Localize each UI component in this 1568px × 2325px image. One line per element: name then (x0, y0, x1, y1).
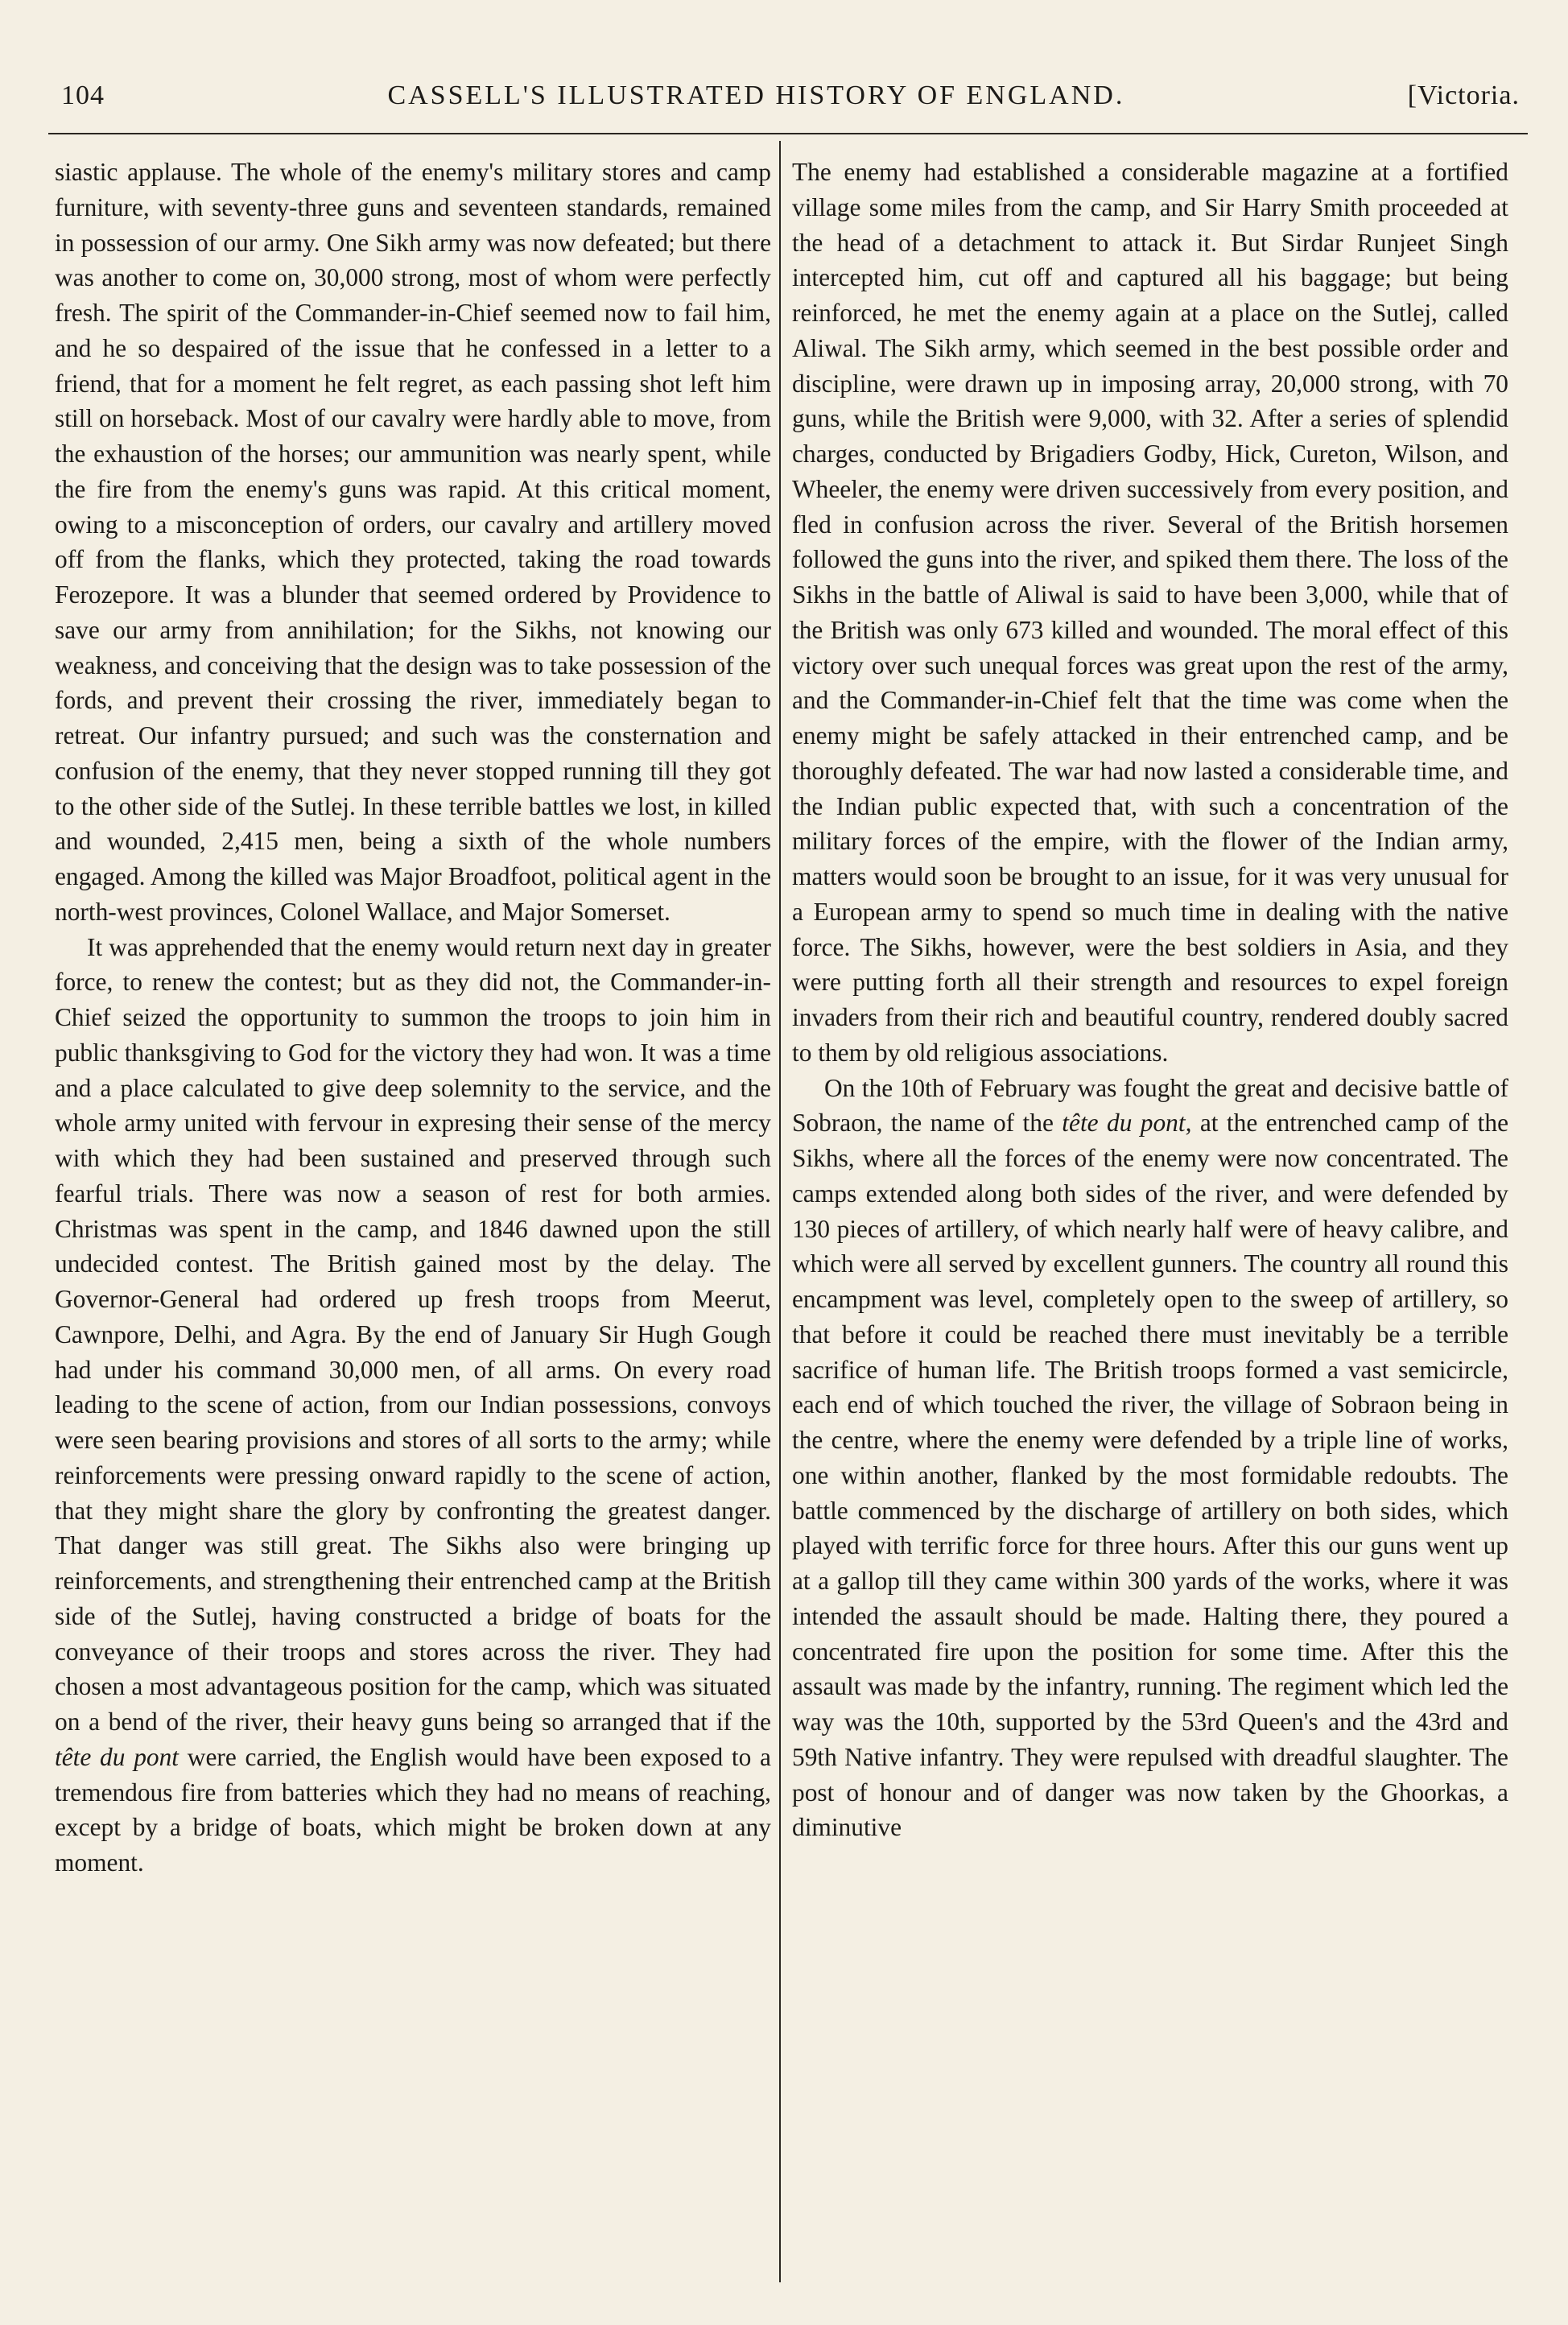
right-paragraph-2-tail: at the entrenched camp of the Sikhs, where all the forces of the enemy were now concentrated. The camps extended along both sides of the river, and were defended by 130 pieces of artillery, of which nearly half were of heavy calibre, and which were all served by excellent gunners. The country all round this encampment was level, completely open to the sweep of artillery, so that before it could be reached there must inevitably be a terrible sacrifice of human life. The British troops formed a vast semicircle, each end of which touched the river, the village of Sobraon being in the centre, where the enemy were defended by a triple line of works, one within another, flanked by the most formidable redoubts. The battle commenced by the discharge of artillery on both sides, which played with terrific force for three hours. After this our guns went up at a gallop till they came within 300 yards of the works, where it was intended the assault should be made. Halting there, they poured a concentrated fire upon the position for some time. After this the assault was made by the infantry, running. The regiment which led the way was the 10th, supported by the 53rd Queen's and the 43rd and 59th Native infantry. They were repulsed with dreadful slaughter. The post of honour and of danger was now taken by the Ghoorkas, a diminutive (792, 1109, 1508, 1842)
right-column (792, 155, 1508, 1845)
right-paragraph-2 (792, 1071, 1508, 1846)
left-paragraph-1: siastic applause. The whole of the enemy's military stores and camp furniture, with seventy-three guns and seventeen standards, remained in possession of our army. One Sikh army was now defeated; but there was another to come on, 30,000 strong, most of whom were perfectly fresh. The spirit of the Commander-in-Chief seemed now to fail him, and he so despaired of the issue that he confessed in a letter to a friend, that for a moment he felt regret, as each passing shot left him still on horseback. Most of our cavalry were hardly able to move, from the exhaustion of the horses; our ammunition was nearly spent, while the fire from the enemy's guns was rapid. At this critical moment, owing to a misconception of orders, our cavalry and artillery moved off from the flanks, which they protected, taking the road towards Ferozepore. It was a blunder that seemed ordered by Providence to save our army from annihilation; for the Sikhs, not knowing our weakness, and conceiving that the design was to take possession of the fords, and prevent their crossing the river, immediately began to retreat. Our infantry pursued; and such was the consternation and confusion of the enemy, that they never stopped running till they got to the other side of the Sutlej. In these terrible battles we lost, in killed and wounded, 2,415 men, being a sixth of the whole numbers engaged. Among the killed was Major Broadfoot, political agent in the north-west provinces, Colonel Wallace, and Major Somerset. (55, 158, 771, 926)
left-paragraph-2-tail: were carried, the English would have been exposed to a tremendous fire from batteries which they had no means of reaching, except by a bridge of boats, which might be broken down at any moment. (55, 1742, 771, 1877)
left-paragraph-2-italic: tête du pont (55, 1742, 179, 1771)
column-divider (779, 141, 781, 2282)
running-title: CASSELL'S ILLUSTRATED HISTORY OF ENGLAND. (387, 81, 1125, 110)
section-label: [Victoria. (1407, 81, 1520, 110)
right-paragraph-2-italic: tête du pont, (1062, 1109, 1192, 1138)
page-number: 104 (61, 81, 105, 110)
right-paragraph-1: The enemy had established a considerable magazine at a fortified village some miles from the camp, and Sir Harry Smith proceeded at the head of a detachment to attack it. But Sirdar Runjeet Singh intercepted him, cut off and captured all his baggage; but being reinforced, he met the enemy again at a place on the Sutlej, called Aliwal. The Sikh army, which seemed in the best possible order and discipline, were drawn up in imposing array, 20,000 strong, with 70 guns, while the British were 9,000, with 32. After a series of splendid charges, conducted by Brigadiers Godby, Hick, Cureton, Wilson, and Wheeler, the enemy were driven successively from every position, and fled in confusion across the river. Several of the British horsemen followed the guns into the river, and spiked them there. The loss of the Sikhs in the battle of Aliwal is said to have been 3,000, while that of the British was only 673 killed and wounded. The moral effect of this victory over such unequal forces was great upon the rest of the army, and the Commander-in-Chief felt that the time was come when the enemy might be safely attacked in their entrenched camp, and be thoroughly defeated. The war had now lasted a considerable time, and the Indian public expected that, with such a concentration of the military forces of the empire, with the flower of the Indian army, matters would soon be brought to an issue, for it was very unusual for a European army to spend so much time in dealing with the native force. The Sikhs, however, were the best soldiers in Asia, and they were putting forth all their strength and resources to expel foreign invaders from their rich and beautiful country, rendered doubly sacred to them by old religious associations. (792, 158, 1508, 1067)
header-rule (48, 133, 1528, 134)
running-head (61, 81, 1520, 121)
left-paragraph-2-text: It was apprehended that the enemy would return next day in greater force, to renew the contest; but as they did not, the Commander-in-Chief seized the opportunity to summon the troops to join him in public thanksgiving to God for the victory they had won. It was a time and a place calculated to give deep solemnity to the service, and the whole army united with fervour in expresing their sense of the mercy with which they had been sustained and preserved through such fearful trials. There was now a season of rest for both armies. Christmas was spent in the camp, and 1846 dawned upon the still undecided contest. The British gained most by the delay. The Governor-General had ordered up fresh troops from Meerut, Cawnpore, Delhi, and Agra. By the end of January Sir Hugh Gough had under his command 30,000 men, of all arms. On every road leading to the scene of action, from our Indian possessions, convoys were seen bearing provisions and stores of all sorts to the army; while reinforcements were pressing onward rapidly to the scene of action, that they might share the glory by confronting the greatest danger. That danger was still great. The Sikhs also were bringing up reinforcements, and strengthening their entrenched camp at the British side of the Sutlej, having constructed a bridge of boats for the conveyance of their troops and stores across the river. They had chosen a most advantageous position for the camp, which was situated on a bend of the river, their heavy guns being so arranged that if the (55, 932, 771, 1736)
left-paragraph-2 (55, 930, 771, 1881)
left-column (55, 155, 771, 1881)
right-paragraph-2-head: On the 10th of February was fought the great and decisive battle of Sobraon, the name of the (792, 1073, 1508, 1138)
